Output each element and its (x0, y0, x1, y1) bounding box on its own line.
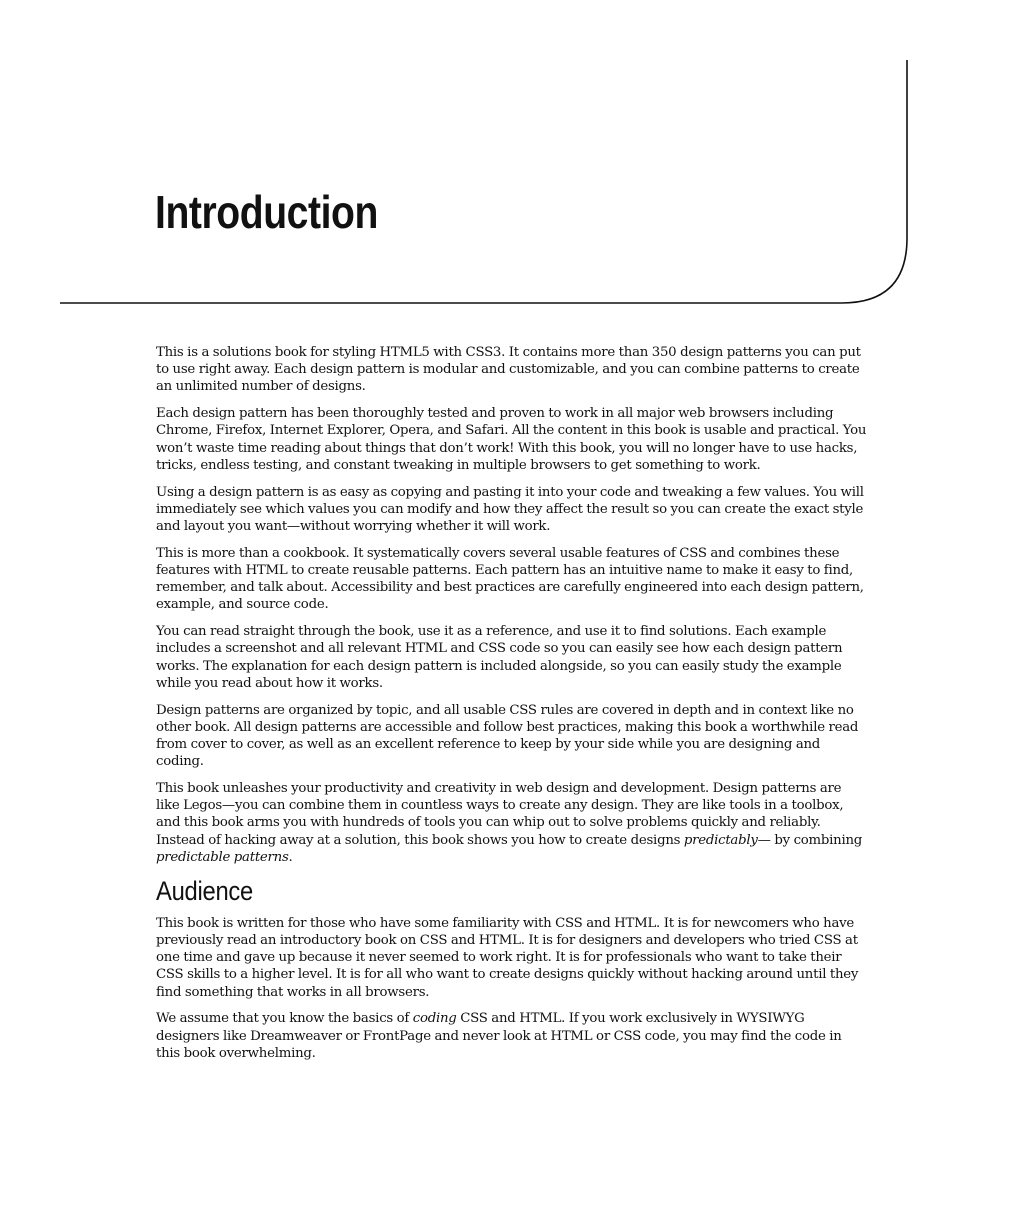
intro-paragraph-2: Each design pattern has been thoroughly tested and proven to work in all major web browsers including Chrome, Firefox, Internet Explorer, Opera, and Safari. All the content in this book is usable and practical. You won’t waste time reading about things that don’t work! With this book, you will no longer have to use hacks, tricks, endless testing, and constant tweaking in multiple browsers to get something to work. (156, 406, 867, 473)
audience-text-after: CSS and HTML. If you work exclusively in WYSIWYG designers like Dreamweaver or FrontPage and never look at HTML or CSS code, you may find the code in this book overwhelming. (156, 1011, 842, 1061)
intro-paragraph-1: This is a solutions book for styling HTML5 with CSS3. It contains more than 350 design patterns you can put to use right away. Each design pattern is modular and customizable, and you can combine patterns to create an unlimited number of designs. (156, 345, 861, 395)
coding-emphasis: coding (412, 1011, 457, 1027)
productivity-text-middle: — by combining (757, 832, 863, 848)
intro-paragraph-3: Using a design pattern is as easy as copying and pasting it into your code and tweaking a few values. You will immediately see which values you can modify and how they affect the result so you can create the exact style and layout you want—without worrying whether it will work. (156, 484, 864, 535)
intro-paragraph-6: Design patterns are organized by topic, and all usable CSS rules are covered in depth and in context like no other book. All design patterns are accessible and follow best practices, making this book a worthwhile read from cover to cover, as well as an excellent reference to keep by your side while you are designing and coding. (156, 702, 859, 770)
intro-paragraph-5: You can read straight through the book, use it as a reference, and use it to find solutions. Each example includes a screenshot and all relevant HTML and CSS code so you can easily see how each design pattern works. The explanation for each design pattern is included alongside, so you can easily study the example while you read about how it works. (156, 624, 843, 691)
intro-paragraph-4: This is more than a cookbook. It systematically covers several usable features of CSS and combines these features with HTML to create reusable patterns. Each pattern has an intuitive name to make it easy to find, remember, and talk about. Accessibility and best practices are carefully engineered into each design pattern, example, and source code. (156, 545, 864, 613)
productivity-text-before: This book unleashes your productivity and creativity in web design and development. Design patterns are like Legos—you can combine them in countless ways to create any design. They are like tools in a toolbox, and this book arms you with hundreds of tools you can whip out to solve problems quickly and reliably. Instead of hacking away at a solution, this book shows you how to create designs (156, 781, 844, 848)
intro-paragraph-7 (156, 780, 868, 866)
chapter-title: Introduction (155, 186, 378, 238)
audience-paragraph-2 (156, 1010, 868, 1062)
audience-heading: Audience (156, 875, 253, 906)
audience-text-before: We assume that you know the basics of (156, 1011, 413, 1027)
chapter-header-rule (0, 0, 1020, 320)
predictable-patterns-emphasis: predictable patterns (156, 849, 289, 865)
productivity-text-after: . (288, 849, 293, 865)
chapter-body (156, 344, 868, 1072)
predictably-emphasis: predictably (683, 832, 758, 848)
chapter-header-frame (0, 0, 1020, 320)
audience-paragraph-1: This book is written for those who have some familiarity with CSS and HTML. It is for newcomers who have previously read an introductory book on CSS and HTML. It is for designers and developers who tried CSS at one time and gave up because it never seemed to work right. It is for professionals who want to take their CSS skills to a higher level. It is for all who want to create designs quickly without hacking around until they find something that works in all browsers. (156, 915, 859, 1000)
